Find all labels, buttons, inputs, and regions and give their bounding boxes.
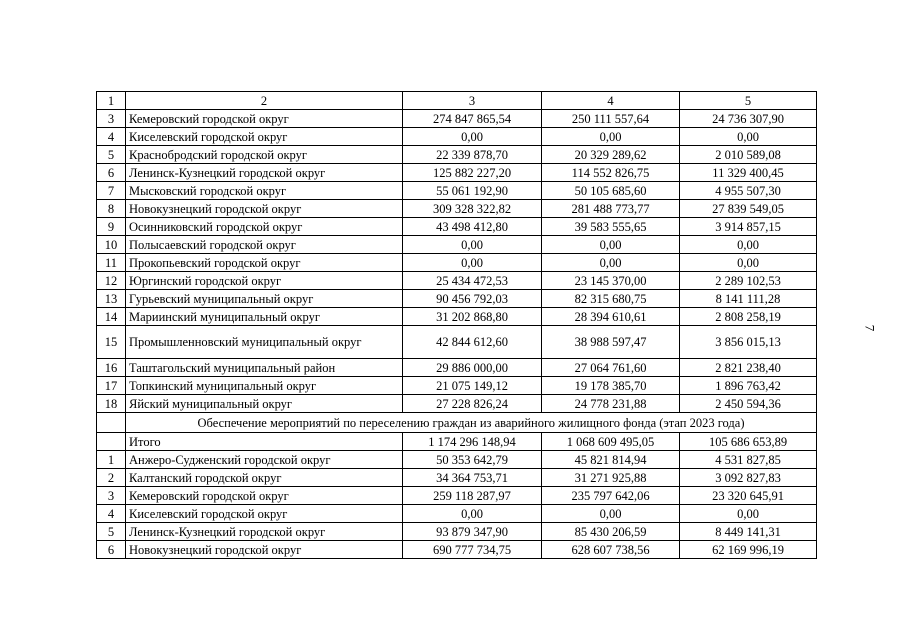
federal-amount-cell: 0,00 <box>542 254 680 272</box>
row-number-cell: 1 <box>97 451 126 469</box>
table-row <box>97 433 817 451</box>
row-number-cell: 8 <box>97 200 126 218</box>
federal-amount-cell: 20 329 289,62 <box>542 146 680 164</box>
federal-amount-cell: 0,00 <box>542 505 680 523</box>
total-amount-cell: 34 364 753,71 <box>403 469 542 487</box>
regional-amount-cell: 2 450 594,36 <box>680 395 817 413</box>
municipality-name-cell: Таштагольский муниципальный район <box>126 359 403 377</box>
federal-amount-cell: 24 778 231,88 <box>542 395 680 413</box>
federal-amount-cell: 0,00 <box>542 128 680 146</box>
row-number-cell: 5 <box>97 146 126 164</box>
regional-amount-cell: 62 169 996,19 <box>680 541 817 559</box>
row-number-cell: 14 <box>97 308 126 326</box>
federal-amount-cell: 50 105 685,60 <box>542 182 680 200</box>
federal-amount-cell: 114 552 826,75 <box>542 164 680 182</box>
total-amount-cell: 50 353 642,79 <box>403 451 542 469</box>
total-amount-cell: 43 498 412,80 <box>403 218 542 236</box>
total-amount-cell: 274 847 865,54 <box>403 110 542 128</box>
row-number-cell: 9 <box>97 218 126 236</box>
municipality-name-cell: Топкинский муниципальный округ <box>126 377 403 395</box>
total-amount-cell: 55 061 192,90 <box>403 182 542 200</box>
municipality-name-cell: Яйский муниципальный округ <box>126 395 403 413</box>
federal-amount-cell: 19 178 385,70 <box>542 377 680 395</box>
row-number-cell: 10 <box>97 236 126 254</box>
table-row <box>97 200 817 218</box>
table-row <box>97 541 817 559</box>
regional-amount-cell: 0,00 <box>680 236 817 254</box>
row-number-cell: 12 <box>97 272 126 290</box>
row-number-cell: 2 <box>97 469 126 487</box>
table-row <box>97 487 817 505</box>
municipality-name-cell: Промышленновский муниципальный округ <box>126 326 403 359</box>
table-row <box>97 146 817 164</box>
row-number-cell: 5 <box>97 523 126 541</box>
table-row <box>97 505 817 523</box>
page-number: 7 <box>862 324 878 332</box>
municipality-name-cell: Гурьевский муниципальный округ <box>126 290 403 308</box>
federal-amount-cell: 85 430 206,59 <box>542 523 680 541</box>
table-row <box>97 110 817 128</box>
federal-amount-cell: 28 394 610,61 <box>542 308 680 326</box>
total-amount-cell: 21 075 149,12 <box>403 377 542 395</box>
municipality-name-cell: Юргинский городской округ <box>126 272 403 290</box>
regional-amount-cell: 24 736 307,90 <box>680 110 817 128</box>
regional-amount-cell: 3 092 827,83 <box>680 469 817 487</box>
row-number-cell <box>97 433 126 451</box>
regional-amount-cell: 8 141 111,28 <box>680 290 817 308</box>
header-cell: 5 <box>680 92 817 110</box>
federal-amount-cell: 250 111 557,64 <box>542 110 680 128</box>
total-amount-cell: 0,00 <box>403 128 542 146</box>
total-amount-cell: 125 882 227,20 <box>403 164 542 182</box>
total-amount-cell: 0,00 <box>403 254 542 272</box>
federal-amount-cell: 27 064 761,60 <box>542 359 680 377</box>
table-row <box>97 395 817 413</box>
regional-amount-cell: 4 531 827,85 <box>680 451 817 469</box>
table-row <box>97 218 817 236</box>
row-number-cell: 4 <box>97 128 126 146</box>
header-cell: 1 <box>97 92 126 110</box>
federal-amount-cell: 628 607 738,56 <box>542 541 680 559</box>
total-amount-cell: 31 202 868,80 <box>403 308 542 326</box>
table-body <box>97 92 817 559</box>
total-amount-cell: 690 777 734,75 <box>403 541 542 559</box>
regional-amount-cell: 105 686 653,89 <box>680 433 817 451</box>
federal-amount-cell: 38 988 597,47 <box>542 326 680 359</box>
federal-amount-cell: 31 271 925,88 <box>542 469 680 487</box>
table-row <box>97 359 817 377</box>
total-amount-cell: 0,00 <box>403 505 542 523</box>
empty-cell <box>97 413 126 433</box>
municipality-name-cell: Итого <box>126 433 403 451</box>
regional-amount-cell: 2 821 238,40 <box>680 359 817 377</box>
section-header-row <box>97 413 817 433</box>
municipality-name-cell: Мысковский городской округ <box>126 182 403 200</box>
municipality-name-cell: Кемеровский городской округ <box>126 487 403 505</box>
table-row <box>97 523 817 541</box>
row-number-cell: 6 <box>97 541 126 559</box>
row-number-cell: 17 <box>97 377 126 395</box>
table-row <box>97 128 817 146</box>
row-number-cell: 4 <box>97 505 126 523</box>
municipality-name-cell: Ленинск-Кузнецкий городской округ <box>126 164 403 182</box>
table-row <box>97 272 817 290</box>
total-amount-cell: 25 434 472,53 <box>403 272 542 290</box>
regional-amount-cell: 0,00 <box>680 505 817 523</box>
regional-amount-cell: 2 010 589,08 <box>680 146 817 164</box>
federal-amount-cell: 23 145 370,00 <box>542 272 680 290</box>
municipality-name-cell: Киселевский городской округ <box>126 128 403 146</box>
regional-amount-cell: 3 914 857,15 <box>680 218 817 236</box>
total-amount-cell: 1 174 296 148,94 <box>403 433 542 451</box>
table-row <box>97 308 817 326</box>
total-amount-cell: 90 456 792,03 <box>403 290 542 308</box>
regional-amount-cell: 2 289 102,53 <box>680 272 817 290</box>
total-amount-cell: 259 118 287,97 <box>403 487 542 505</box>
row-number-cell: 6 <box>97 164 126 182</box>
regional-amount-cell: 27 839 549,05 <box>680 200 817 218</box>
federal-amount-cell: 235 797 642,06 <box>542 487 680 505</box>
table-row <box>97 377 817 395</box>
total-amount-cell: 309 328 322,82 <box>403 200 542 218</box>
regional-amount-cell: 23 320 645,91 <box>680 487 817 505</box>
municipality-name-cell: Полысаевский городской округ <box>126 236 403 254</box>
total-amount-cell: 27 228 826,24 <box>403 395 542 413</box>
total-amount-cell: 93 879 347,90 <box>403 523 542 541</box>
row-number-cell: 11 <box>97 254 126 272</box>
row-number-cell: 18 <box>97 395 126 413</box>
municipality-name-cell: Новокузнецкий городской округ <box>126 541 403 559</box>
municipality-name-cell: Анжеро-Судженский городской округ <box>126 451 403 469</box>
table-row <box>97 254 817 272</box>
total-amount-cell: 42 844 612,60 <box>403 326 542 359</box>
header-cell: 4 <box>542 92 680 110</box>
table-row <box>97 290 817 308</box>
header-cell: 2 <box>126 92 403 110</box>
table-row <box>97 326 817 359</box>
municipality-name-cell: Ленинск-Кузнецкий городской округ <box>126 523 403 541</box>
column-number-header-row <box>97 92 817 110</box>
federal-amount-cell: 45 821 814,94 <box>542 451 680 469</box>
row-number-cell: 7 <box>97 182 126 200</box>
federal-amount-cell: 0,00 <box>542 236 680 254</box>
regional-amount-cell: 0,00 <box>680 128 817 146</box>
municipality-name-cell: Новокузнецкий городской округ <box>126 200 403 218</box>
row-number-cell: 3 <box>97 110 126 128</box>
regional-amount-cell: 0,00 <box>680 254 817 272</box>
federal-amount-cell: 1 068 609 495,05 <box>542 433 680 451</box>
table-row <box>97 469 817 487</box>
municipality-name-cell: Краснобродский городской округ <box>126 146 403 164</box>
total-amount-cell: 22 339 878,70 <box>403 146 542 164</box>
total-amount-cell: 0,00 <box>403 236 542 254</box>
header-cell: 3 <box>403 92 542 110</box>
federal-amount-cell: 281 488 773,77 <box>542 200 680 218</box>
budget-table <box>96 91 817 559</box>
row-number-cell: 16 <box>97 359 126 377</box>
row-number-cell: 3 <box>97 487 126 505</box>
table-row <box>97 182 817 200</box>
regional-amount-cell: 2 808 258,19 <box>680 308 817 326</box>
municipality-name-cell: Кемеровский городской округ <box>126 110 403 128</box>
table-row <box>97 164 817 182</box>
municipality-name-cell: Киселевский городской округ <box>126 505 403 523</box>
federal-amount-cell: 39 583 555,65 <box>542 218 680 236</box>
regional-amount-cell: 3 856 015,13 <box>680 326 817 359</box>
table-row <box>97 236 817 254</box>
total-amount-cell: 29 886 000,00 <box>403 359 542 377</box>
row-number-cell: 13 <box>97 290 126 308</box>
municipality-name-cell: Осинниковский городской округ <box>126 218 403 236</box>
municipality-name-cell: Прокопьевский городской округ <box>126 254 403 272</box>
regional-amount-cell: 11 329 400,45 <box>680 164 817 182</box>
municipality-name-cell: Мариинский муниципальный округ <box>126 308 403 326</box>
regional-amount-cell: 4 955 507,30 <box>680 182 817 200</box>
section-title: Обеспечение мероприятий по переселению граждан из аварийного жилищного фонда (этап 2023 года) <box>126 413 817 433</box>
regional-amount-cell: 1 896 763,42 <box>680 377 817 395</box>
municipality-name-cell: Калтанский городской округ <box>126 469 403 487</box>
table-row <box>97 451 817 469</box>
row-number-cell: 15 <box>97 326 126 359</box>
regional-amount-cell: 8 449 141,31 <box>680 523 817 541</box>
federal-amount-cell: 82 315 680,75 <box>542 290 680 308</box>
